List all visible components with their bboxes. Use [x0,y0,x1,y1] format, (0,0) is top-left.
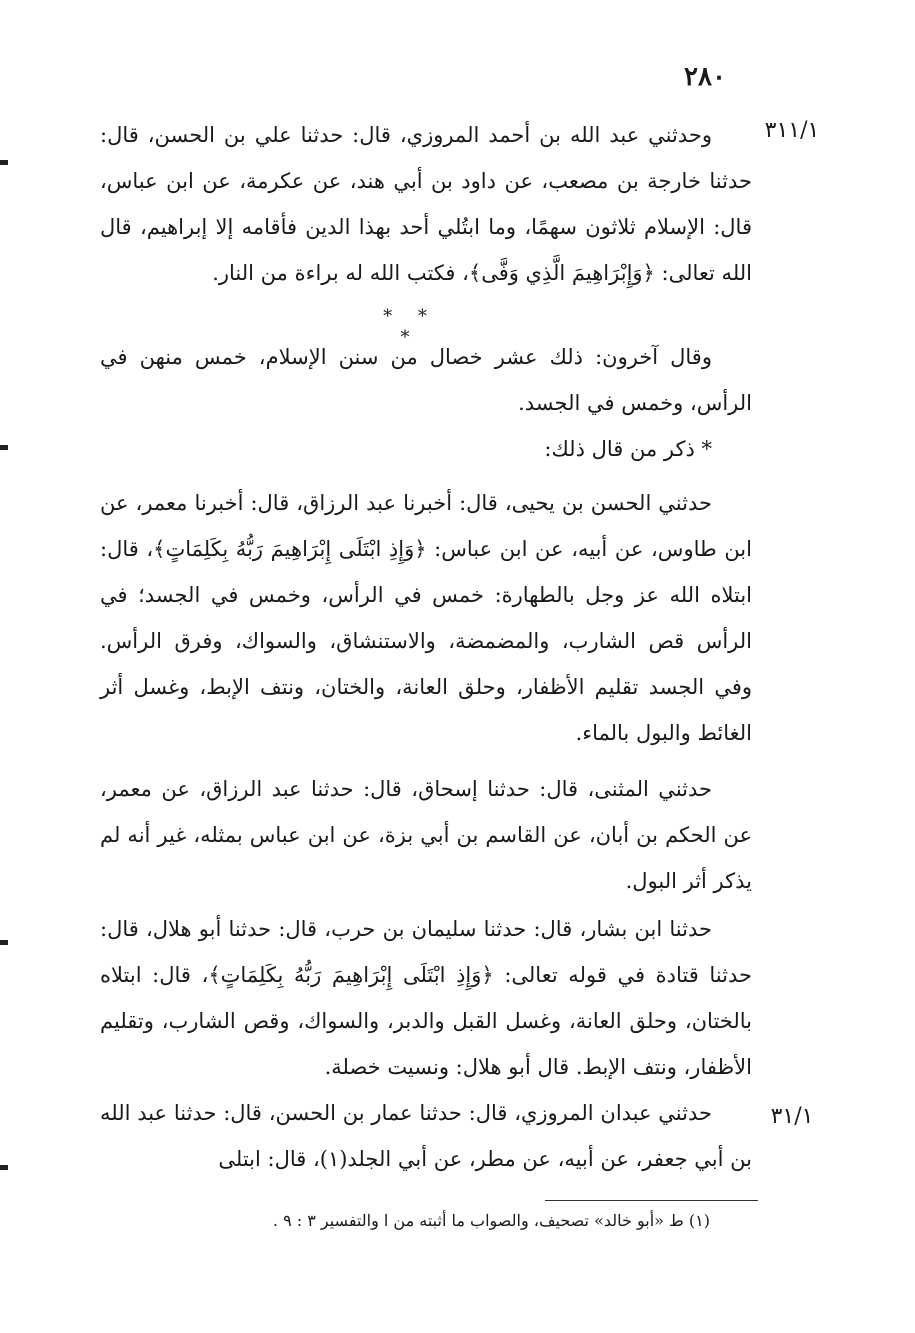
footnote-divider [545,1200,758,1201]
margin-reference-1: ٣١١/١ [764,118,820,143]
margin-reference-2: ٣١/١ [770,1104,814,1129]
paragraph: حدثني الحسن بن يحيى، قال: أخبرنا عبد الرزاق، قال: أخبرنا معمر، عن ابن طاوس، عن أبيه، عن ابن عباس: ﴿وَإِذِ ابْتَلَى إِبْرَاهِيمَ رَبُّهُ بِكَلِمَاتٍ﴾، قال: ابتلاه الله عز وجل بالطهارة: خمس في الرأس، وخمس في الجسد؛ في الرأس قص الشارب، والمضمضة، والاستنشاق، والسواك، وفرق الرأس. وفي الجسد تقليم الأظفار، وحلق العانة، والختان، ونتف الإبط، وغسل أثر الغائط والبول بالماء. [100,491,752,745]
paragraph: وحدثني عبد الله بن أحمد المروزي، قال: حدثنا علي بن الحسن، قال: حدثنا خارجة بن مصعب، عن داود بن أبي هند، عن عكرمة، عن ابن عباس، قال: الإسلام ثلاثون سهمًا، وما ابتُلي أحد بهذا الدين فأقامه إلا إبراهيم، قال الله تعالى: ﴿وَإِبْرَاهِيمَ الَّذِي وَفَّى﴾، فكتب الله له براءة من النار. [100,123,752,285]
paragraph-block-2 [100,334,752,472]
paragraph-block-4 [100,766,752,904]
paragraph: وقال آخرون: ذلك عشر خصال من سنن الإسلام، خمس منهن في الرأس، وخمس في الجسد. [100,345,752,415]
paragraph: حدثنا ابن بشار، قال: حدثنا سليمان بن حرب، قال: حدثنا أبو هلال، قال: حدثنا قتادة في قوله تعالى: ﴿وَإِذِ ابْتَلَى إِبْرَاهِيمَ رَبُّهُ بِكَلِمَاتٍ﴾، قال: ابتلاه بالختان، وحلق العانة، وغسل القبل والدبر، والسواك، وقص الشارب، وتقليم الأظفار، ونتف الإبط. قال أبو هلال: ونسيت خصلة. [100,917,752,1079]
paragraph-block-3 [100,480,752,756]
subheading: * ذكر من قال ذلك: [544,437,712,461]
page-number: ٢٨٠ [684,62,726,92]
paragraph: حدثني المثنى، قال: حدثنا إسحاق، قال: حدثنا عبد الرزاق، عن معمر، عن الحكم بن أبان، عن القاسم بن أبي بزة، عن ابن عباس بمثله، غير أنه لم يذكر أثر البول. [100,777,752,893]
paragraph-block-1 [100,112,752,296]
section-separator: * * * [383,306,437,348]
paragraph-block-5 [100,906,752,1090]
paragraph-block-6 [100,1090,752,1182]
footnote: (١) ط «أبو خالد» تصحيف، والصواب ما أثبته من ا والتفسير ٣ : ٩ . [272,1211,710,1230]
paragraph: حدثني عبدان المروزي، قال: حدثنا عمار بن الحسن، قال: حدثنا عبد الله بن أبي جعفر، عن أبيه، عن مطر، عن أبي الجلد(١)، قال: ابتلى [100,1101,752,1171]
edge-mark [0,940,8,945]
edge-mark [0,1165,8,1170]
edge-mark [0,160,8,165]
edge-mark [0,445,8,450]
